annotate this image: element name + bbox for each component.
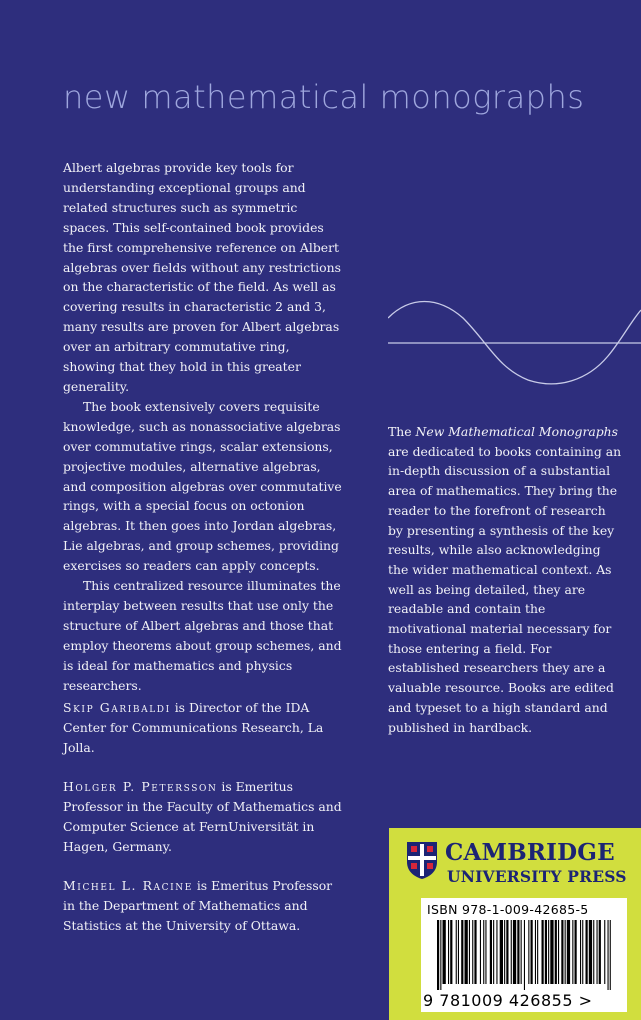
barcode-bar <box>480 920 481 984</box>
barcode-bar <box>610 920 611 990</box>
series-desc-intro: The <box>388 424 416 439</box>
author-bio <box>63 777 345 857</box>
barcode-bar <box>580 920 581 984</box>
series-desc-name: New Mathematical Monographs <box>415 424 619 439</box>
barcode-bar <box>550 920 553 984</box>
barcode-bar <box>437 920 439 990</box>
isbn-label: ISBN 978-1-009-42685-5 <box>427 902 589 917</box>
barcode-bar <box>528 920 529 984</box>
publisher-panel <box>389 828 641 1020</box>
barcode-bar <box>513 920 516 984</box>
barcode-bar <box>440 920 441 990</box>
barcode-bar <box>555 920 557 984</box>
blurb-paragraph: The book extensively covers requisite knowledge, such as nonassociative algebras over commutative rings, scalar extensions, projective modules, alternative algebras, and composition algebras over commutative rings, with a special focus on octonion algebras. It then goes into Jordan algebras, Lie algebras, and group schemes, providing exercises so readers can apply concepts. <box>63 398 342 574</box>
barcode-bar <box>561 920 563 984</box>
author-bio-text: is Emeritus Professor in the Department of Mathematics and Statistics at the University of Ottawa. <box>63 878 333 933</box>
barcode-bar <box>458 920 459 984</box>
blurb-paragraph: Albert algebras provide key tools for understanding exceptional groups and related structures such as symmetric spaces. This self-contained book provides the first comprehensive reference on Albert algebras over fields without any restrictions on the characteristic of the field. As well as covering results in characteristic 2 and 3, many results are proven for Albert algebras over an arbitrary commutative ring, showing that they hold in this greater generality. <box>63 160 341 394</box>
barcode-bar <box>599 920 601 984</box>
barcode-bar <box>496 920 497 984</box>
barcode-bar <box>456 920 457 984</box>
barcode-bar <box>485 920 486 984</box>
book-blurb <box>63 158 345 695</box>
barcode-bar <box>504 920 505 984</box>
barcode-bar <box>542 920 544 984</box>
barcode-bar <box>567 920 570 984</box>
author-bio-text: is Director of the IDA Center for Communications Research, La Jolla. <box>63 700 324 755</box>
barcode-bar <box>465 920 468 984</box>
author-bio-text: is Emeritus Professor in the Faculty of Mathematics and Computer Science at FernUniversität in Hagen, Germany. <box>63 779 342 854</box>
barcode-bar <box>608 920 609 990</box>
barcode-bar <box>586 920 588 984</box>
barcode-bar <box>582 920 583 984</box>
barcode-digits: 9 781009 426855 > <box>423 991 593 1010</box>
author-bio <box>63 876 345 936</box>
barcode-bar <box>589 920 592 984</box>
author-bio <box>63 698 345 758</box>
barcode-bar <box>597 920 598 984</box>
author-name: Holger P. Petersson <box>63 779 218 794</box>
barcode-bar <box>443 920 446 984</box>
barcode-bar <box>469 920 470 984</box>
series-description <box>388 422 624 737</box>
barcode-bar <box>572 920 573 984</box>
barcode-bar <box>565 920 566 984</box>
barcode-bar <box>483 920 484 984</box>
barcode-bar <box>575 920 577 984</box>
barcode-bar <box>461 920 463 984</box>
series-title: new mathematical monographs <box>63 78 585 116</box>
barcode-bar <box>531 920 533 984</box>
barcode-bar <box>545 920 547 984</box>
series-desc-text: are dedicated to books containing an in-depth discussion of a substantial area of mathematics. They bring the reader to the forefront of research by presenting a synthesis of the key results, while also acknowledging the wider mathematical context. As well as being detailed, they are readable and contain the motivational material necessary for those entering a field. For established researchers they are a valuable resource. Books are edited and typeset to a high standard and published in hardback. <box>388 443 622 735</box>
barcode-bar <box>472 920 473 984</box>
sine-wave-graphic <box>388 298 641 388</box>
author-name: Michel L. Racine <box>63 878 193 893</box>
barcode-bar <box>500 920 503 984</box>
blurb-paragraph: This centralized resource illuminates the interplay between results that use only the structure of Albert algebras and those that employ theorems about group schemes, and is ideal for mathematics and physics researchers. <box>63 578 342 693</box>
barcode-bar <box>448 920 449 984</box>
barcode-bar <box>517 920 519 984</box>
barcode-bar <box>506 920 508 984</box>
barcode-bar <box>524 920 525 990</box>
publisher-subtitle: UNIVERSITY PRESS <box>447 867 627 886</box>
barcode-bar <box>548 920 549 984</box>
barcode-bar <box>535 920 536 984</box>
cambridge-crest-icon <box>405 840 439 880</box>
barcode-bars <box>435 920 615 990</box>
barcode-bar <box>593 920 594 984</box>
publisher-name: CAMBRIDGE <box>445 839 615 866</box>
barcode-bar <box>490 920 492 984</box>
barcode-bar <box>537 920 538 984</box>
barcode-bar <box>474 920 476 984</box>
barcode-bar <box>558 920 559 984</box>
barcode-bar <box>521 920 522 984</box>
barcode-box <box>421 898 627 1012</box>
barcode-bar <box>493 920 494 984</box>
barcode-bar <box>511 920 512 984</box>
barcode-bar <box>450 920 452 984</box>
author-name: Skip Garibaldi <box>63 700 171 715</box>
barcode-bar <box>604 920 605 984</box>
